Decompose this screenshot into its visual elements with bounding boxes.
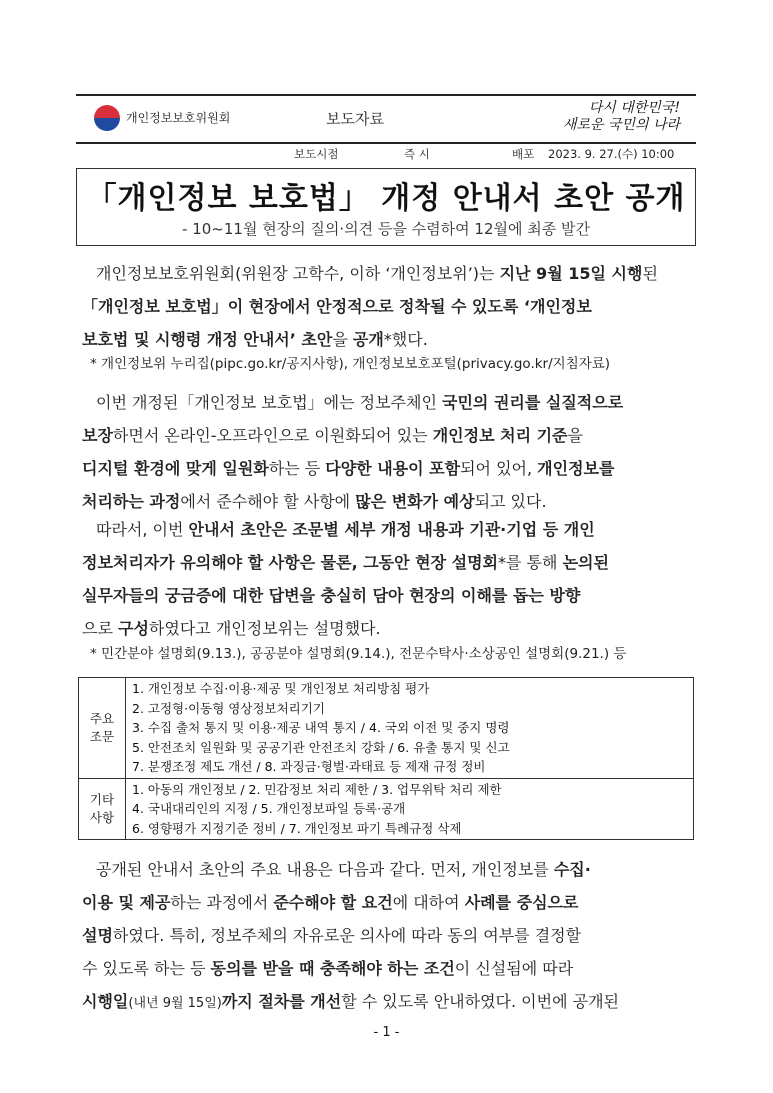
other-articles-label [79, 778, 126, 840]
para4-bold: 수집· [553, 860, 591, 879]
list-item: 5. 안전조치 일원화 및 공공기관 안전조치 강화 / 6. 유출 통지 및 신고 [132, 739, 510, 755]
para4-bold: 설명 [82, 926, 113, 945]
release-value: 즉 시 [404, 147, 430, 161]
page-subtitle: - 10~11월 현장의 질의·의견 등을 수렴하여 12월에 최종 발간 [182, 220, 590, 238]
para2-bold: 개인정보를 [537, 459, 615, 478]
para2-text: 되고 있다. [474, 492, 547, 511]
para4-bold: 동의를 받을 때 충족해야 하는 조건 [210, 959, 455, 978]
paragraph-4 [82, 853, 702, 1020]
para1-text: *했다. [383, 330, 428, 349]
para1-text: 을 [332, 330, 353, 349]
doc-type: 보도자료 [326, 110, 384, 128]
other-articles-row [79, 778, 694, 840]
main-articles-row [79, 678, 694, 779]
para4-text: 할 수 있도록 안내하였다. 이번에 공개된 [341, 992, 619, 1011]
other-label-1: 기타 [89, 791, 115, 807]
para4-text: 공개된 안내서 초안의 주요 내용은 다음과 같다. 먼저, 개인정보를 [96, 860, 554, 879]
para2-bold: 국민의 권리를 실질적으로 [442, 393, 624, 412]
list-item: 1. 개인정보 수집·이용·제공 및 개인정보 처리방침 평가 [132, 681, 430, 696]
para2-text: 하면서 온라인-오프라인으로 이원화되어 있는 [112, 426, 433, 445]
para1-bold: 지난 9월 15일 시행 [499, 264, 643, 283]
release-label: 보도시점 [294, 147, 339, 161]
para1-text: 개인정보보호위원회(위원장 고학수, 이하 ‘개인정보위’)는 [96, 264, 500, 283]
para4-bold: 까지 절차를 개선 [221, 992, 342, 1011]
list-item: 1. 아동의 개인정보 / 2. 민감정보 처리 제한 / 3. 업무위탁 처리 제한 [132, 781, 502, 797]
para2-text: 을 [567, 426, 583, 445]
other-articles-list [126, 778, 694, 840]
list-item: 3. 수집 출처 통지 및 이용·제공 내역 통지 / 4. 국외 이전 및 중지 명령 [132, 720, 510, 735]
articles-table [78, 677, 694, 840]
distribution-label: 배포 [512, 147, 535, 161]
main-articles-label [79, 678, 126, 779]
para2-text: 에서 준수해야 할 사항에 [180, 492, 356, 511]
para4-bold: 이용 및 제공 [82, 893, 171, 912]
org-name: 개인정보보호위원회 [126, 111, 231, 125]
footnote-1: * 개인정보위 누리집(pipc.go.kr/공지사항), 개인정보보호포털(privacy.go.kr/지침자료) [90, 356, 611, 372]
paragraph-1 [82, 257, 702, 356]
para4-text: 에 대하여 [392, 893, 465, 912]
list-item: 4. 국내대리인의 지정 / 5. 개인정보파일 등록·공개 [132, 801, 406, 816]
distribution-date: 2023. 9. 27.(수) 10:00 [548, 147, 675, 161]
para2-text: 하는 등 [268, 459, 326, 478]
list-item: 6. 영향평가 지정기준 정비 / 7. 개인정보 파기 특례규정 삭제 [132, 820, 462, 836]
page-number: - 1 - [373, 1025, 400, 1040]
para4-text: 이 신설됨에 따라 [454, 959, 574, 978]
para2-bold: 처리하는 과정 [82, 492, 181, 511]
para4-bold: 시행일 [82, 992, 129, 1011]
pipc-logo-icon [94, 105, 120, 131]
government-slogan [563, 100, 680, 134]
para3-text: 으로 [82, 619, 118, 638]
para2-text: 되어 있어, [460, 459, 538, 478]
para4-text: 하였다. 특히, 정보주체의 자유로운 의사에 따라 동의 여부를 결정할 [112, 926, 582, 945]
para4-text: (내년 9월 15일) [128, 996, 222, 1011]
list-item: 7. 분쟁조정 제도 개선 / 8. 과징금·형벌·과태료 등 제재 규정 정비 [132, 759, 486, 774]
slogan-line-2: 새로운 국민의 나라 [562, 117, 680, 133]
title-box [76, 168, 696, 246]
para2-bold: 많은 변화가 예상 [355, 492, 475, 511]
para1-bold: 보호법 및 시행령 개정 안내서’ 초안 [82, 330, 333, 349]
para4-text: 수 있도록 하는 등 [82, 959, 211, 978]
para1-text: 된 [642, 264, 658, 283]
main-articles-list [126, 678, 694, 779]
paragraph-2 [82, 386, 702, 518]
main-label-1: 주요 [89, 710, 115, 726]
para1-bold: 공개 [352, 330, 384, 349]
para3-bold: 논의된 [562, 553, 609, 572]
para2-bold: 보장 [82, 426, 113, 445]
list-item: 2. 고정형·이동형 영상정보처리기기 [132, 700, 325, 716]
para3-bold: 안내서 초안은 조문별 세부 개정 내용과 기관·기업 등 개인 [188, 520, 595, 539]
para3-text: 하였다고 개인정보위는 설명했다. [148, 619, 381, 638]
para3-bold: 실무자들의 궁금증에 대한 답변을 충실히 담아 현장의 이해를 돕는 방향 [82, 586, 581, 605]
other-label-2: 사항 [89, 809, 115, 825]
para1-bold: 「개인정보 보호법」이 현장에서 안정적으로 정착될 수 있도록 ‘개인정보 [82, 297, 592, 316]
press-header [76, 94, 696, 144]
para4-bold: 사례를 중심으로 [464, 893, 579, 912]
para3-bold: 구성 [118, 619, 149, 638]
para3-bold: 정보처리자가 유의해야 할 사항은 물론, 그동안 현장 설명회 [82, 553, 499, 572]
page-title: 「개인정보 보호법」 개정 안내서 초안 공개 [86, 181, 686, 216]
para2-bold: 개인정보 처리 기준 [432, 426, 568, 445]
para3-text: 따라서, 이번 [96, 520, 189, 539]
para2-bold: 다양한 내용이 포함 [325, 459, 461, 478]
main-label-2: 조문 [89, 728, 115, 744]
para4-text: 하는 과정에서 [170, 893, 274, 912]
para2-bold: 디지털 환경에 맞게 일원화 [82, 459, 269, 478]
footnote-2: * 민간분야 설명회(9.13.), 공공분야 설명회(9.14.), 전문수탁사·소상공인 설명회(9.21.) 등 [90, 646, 627, 662]
para3-text: *를 통해 [498, 553, 563, 572]
para2-text: 이번 개정된「개인정보 보호법」에는 정보주체인 [96, 393, 443, 412]
paragraph-3 [82, 513, 702, 645]
para4-bold: 준수해야 할 요건 [273, 893, 393, 912]
slogan-line-1: 다시 대한민국! [588, 100, 680, 116]
